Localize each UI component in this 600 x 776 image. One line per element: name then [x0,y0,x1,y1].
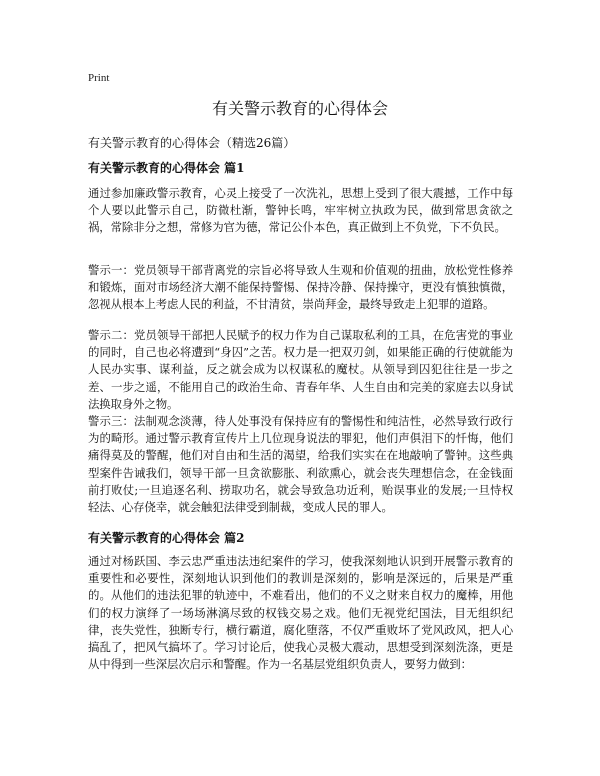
document-subtitle: 有关警示教育的心得体会（精选26篇） [88,136,296,150]
print-link[interactable]: Print [88,72,110,84]
section-1-paragraph-2: 警示一：党员领导干部背离党的宗旨必将导致人生观和价值观的扭曲，放松党性修养和锻炼，面对市场经济大潮不能保持警惕、保持冷静、保持操守，更没有慎独慎微，忽视从根本上考虑人民的利益，不甘清贫，崇尚拜金，最终导致走上犯罪的道路。 [88,263,513,312]
section-heading-1: 有关警示教育的心得体会 篇1 [88,161,245,175]
page-title: 有关警示教育的心得体会 [211,99,388,118]
section-1-paragraph-3: 警示二：党员领导干部把人民赋予的权力作为自己谋取私利的工具，在危害党的事业的同时，自己也必将遭到“身囚”之苦。权力是一把双刃剑，如果能正确的行使就能为人民办实事、谋利益，反之就会成为以权谋私的魔杖。从领导到囚犯往往是一步之差、一步之遥，不能用自己的政治生命、青春年华、人生自由和完美的家庭去以身试法换取身外之物。 [88,328,513,411]
section-1-paragraph-1: 通过参加廉政警示教育，心灵上接受了一次洗礼，思想上受到了很大震撼，工作中每个人要以此警示自己，防微杜渐，警钟长鸣，牢牢树立执政为民，做到常思贪欲之祸，常除非分之想，常修为官为德，常记公仆本色，真正做到上不负党，下不负民。 [88,186,513,235]
section-2-paragraph-1: 通过对杨跃国、李云忠严重违法违纪案件的学习，使我深刻地认识到开展警示教育的重要性和必要性，深刻地认识到他们的教训是深刻的，影响是深远的，后果是严重的。从他们的违法犯罪的轨迹中，不难看出，他们的不义之财来自权力的魔棒，用他们的权力演绎了一场场淋漓尽致的权钱交易之戏。他们无视党纪国法，目无组织纪律，丧失党性，独断专行，横行霸道，腐化堕落，不仅严重败坏了党风政风，把人心搞乱了，把风气搞坏了。学习讨论后，使我心灵极大震动，思想受到深刻洗涤，更是从中得到一些深层次启示和警醒。作为一名基层党组织负责人，要努力做到： [88,554,513,672]
section-1-paragraph-4: 警示三：法制观念淡薄，待人处事没有保持应有的警惕性和纯洁性，必然导致行政行为的畸形。通过警示教育宣传片上几位现身说法的罪犯，他们声俱泪下的忏悔，他们痛得莫及的警醒，他们对自由和生活的渴望，给我们实实在在地敲响了警钟。这些典型案件告诫我们，领导干部一旦贪欲膨胀、利欲熏心，就会丧失理想信念，在金钱面前打败仗;一旦追逐名利、捞取功名，就会导致急功近利，贻误事业的发展;一旦恃权轻法、心存侥幸，就会触犯法律受到制裁，变成人民的罪人。 [88,414,513,515]
section-heading-2: 有关警示教育的心得体会 篇2 [88,531,245,545]
